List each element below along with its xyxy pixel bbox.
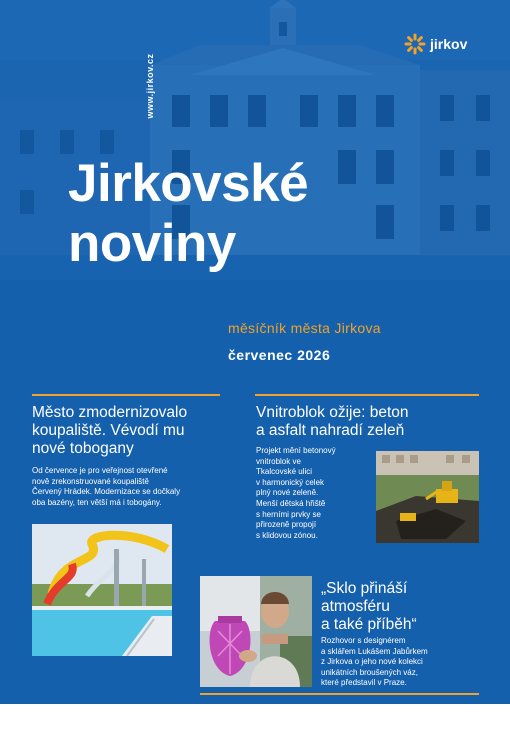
article-2-body [256, 446, 336, 541]
body-line: Projekt mění betonový [256, 446, 336, 455]
article-3-body [321, 636, 428, 689]
jirkov-logo [404, 33, 467, 55]
website-url: www.jirkov.cz [145, 53, 155, 119]
title-line: „Sklo přináší [321, 580, 408, 597]
body-line: přirozeně propojí [256, 520, 317, 530]
article-divider [200, 693, 479, 695]
body-line: Tkalcovské ulici [256, 467, 313, 477]
issue-date: červenec 2026 [228, 347, 331, 363]
title-line: a asfalt nahradí zeleň [256, 422, 405, 439]
body-line: plný nové zeleně. [256, 488, 319, 498]
body-line: nově zrekonstruované koupaliště [32, 476, 149, 486]
body-line: unikátních broušených váz, [321, 667, 418, 677]
title-line-2: noviny [68, 214, 236, 273]
title-line: Vnitroblok ožije: beton [256, 404, 409, 421]
body-line: z Jirkova o jeho nové kolekci [321, 657, 423, 667]
sun-logo-icon [404, 33, 426, 55]
title-line-1: Jirkovské [68, 154, 309, 213]
swimming-pool-photo [32, 524, 172, 656]
article-1-title[interactable] [32, 404, 187, 458]
body-line: které představil v Praze. [321, 678, 407, 688]
body-line: Menší dětská hřiště [256, 498, 326, 508]
article-2-title[interactable] [256, 404, 409, 440]
body-line: a sklářem Lukášem Jabůrkem [321, 646, 428, 656]
body-line: vnitroblok ve [256, 456, 301, 466]
glass-designer-photo [200, 576, 312, 687]
body-line: Červený Hrádek. Modernizace se dočkaly [32, 487, 181, 497]
construction-site-photo [376, 451, 479, 543]
body-line: Rozhovor s designérem [321, 636, 406, 645]
newspaper-title [68, 154, 308, 274]
subtitle: měsíčník města Jirkova [228, 320, 381, 336]
body-line: oba bazény, ten větší má i tobogány. [32, 497, 162, 507]
article-divider [255, 394, 479, 396]
bottom-margin [0, 704, 510, 729]
title-line: nové tobogany [32, 440, 134, 457]
article-1-body [32, 466, 180, 508]
body-line: Od července je pro veřejnost otevřené [32, 466, 168, 475]
body-line: v harmonický celek [256, 477, 325, 487]
article-divider [32, 394, 220, 396]
body-line: s klidovou zónou. [256, 530, 318, 540]
title-line: koupaliště. Vévodí mu [32, 422, 185, 439]
body-line: s herními prvky se [256, 509, 321, 519]
title-line: Město zmodernizovalo [32, 404, 188, 421]
title-line: atmosféru [321, 598, 390, 615]
logo-wordmark: jirkov [430, 36, 468, 52]
title-line: a také příběh“ [321, 616, 417, 633]
article-3-title[interactable] [321, 580, 417, 634]
